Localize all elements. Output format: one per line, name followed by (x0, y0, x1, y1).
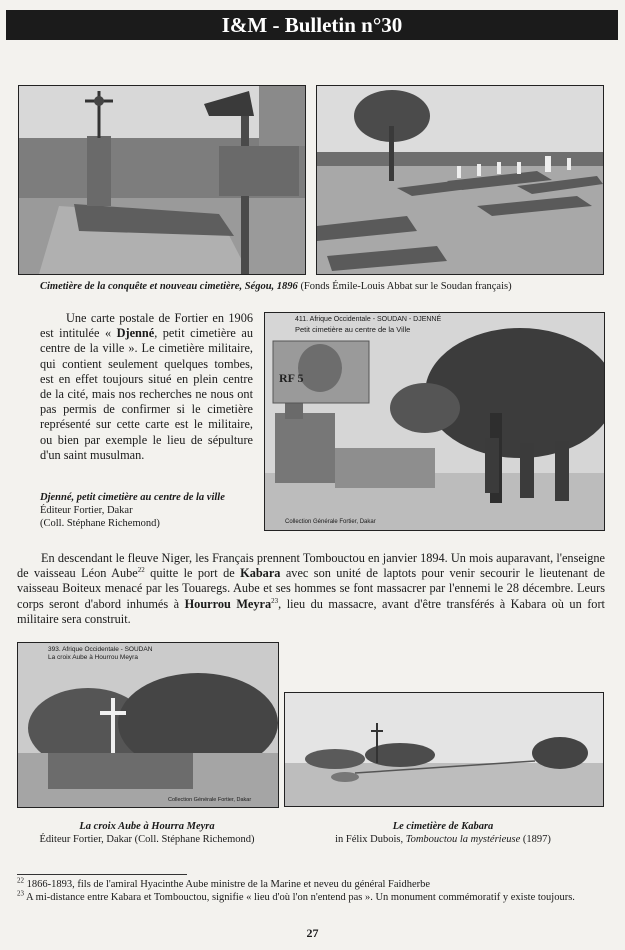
paragraph-kabara-text-4: , lieu du massacre, avant d'être transférés à Kabara où un fort militaire sera construit. (17, 596, 605, 626)
caption-djenne-publisher: Éditeur Fortier, Dakar (40, 505, 133, 516)
postcard-djenne-line1: 411. Afrique Occidentale - SOUDAN - DJENNÉ (295, 316, 442, 323)
postcard-djenne-stamp: RF 5 (279, 371, 304, 385)
caption-djenne-title: Djenné, petit cimetière au centre de la ville (40, 492, 225, 503)
paragraph-kabara-text-1: En descendant le fleuve Niger, les Français prennent Tombouctou en janvier 1894. Un mois auparavant, l'enseigne de vaisseau Léon Aube (17, 551, 605, 581)
footnote-divider (17, 874, 187, 875)
footnotes (17, 876, 607, 904)
caption-segou-title: Cimetière de la conquête et nouveau cimetière, Ségou, 1896 (40, 281, 298, 292)
caption-kabara (284, 820, 602, 846)
footnote-22-number: 22 (17, 876, 24, 885)
photo-kabara-cemetery (284, 692, 604, 807)
caption-djenne-collection: (Coll. Stéphane Richemond) (40, 518, 160, 529)
paragraph-kabara (17, 551, 605, 627)
paragraph-kabara-bold-2: Hourrou Meyra (184, 596, 272, 611)
paragraph-djenne-text-1: Une carte postale de Fortier en 1906 est intitulée « (40, 311, 253, 341)
caption-segou (40, 280, 600, 293)
postcard-djenne-bottom: Collection Générale Fortier, Dakar (285, 519, 376, 525)
paragraph-djenne-text-2: , petit cimetière au centre de la ville ». Le cimetière militaire, qui contient seulement quelques tombes, est en effet toujours situé en plein centre de la cité, mais nos recherches ne nous ont pas permis de confirmer si le cimetière représenté sur cette carte est le militaire, ou bien par exemple le lieu de sépulture d'un saint musulman. (40, 326, 253, 462)
footnote-22-text: 1866-1893, fils de l'amiral Hyacinthe Aube ministre de la Marine et neveu du général Faidherbe (26, 879, 431, 890)
paragraph-kabara-text-3: avec son unité de laptots pour venir secourir le lieutenant de vaisseau Boiteux menacé par les Touaregs. Aube et ses hommes se font massacrer par l'ennemi le 28 décembre. Leurs corps seront d'abord inhumés à (17, 566, 605, 611)
footnote-22 (17, 876, 607, 892)
paragraph-kabara-bold-1: Kabara (240, 566, 281, 581)
footnote-ref-23: 23 (271, 596, 279, 605)
photo-segou-new-cemetery (316, 85, 604, 275)
caption-kabara-source (284, 833, 602, 846)
page-number: 27 (306, 926, 319, 940)
paragraph-djenne (40, 311, 253, 463)
caption-kabara-year: (1897) (520, 834, 551, 845)
postcard-aube-line2: La croix Aube à Hourrou Meyra (48, 654, 138, 661)
caption-kabara-book: Tombouctou la mystérieuse (405, 834, 521, 845)
caption-aube-publisher: Éditeur Fortier, Dakar (Coll. Stéphane Richemond) (39, 834, 255, 845)
header-title: I&M - Bulletin n°30 (221, 13, 403, 37)
caption-kabara-pre: in Félix Dubois, (335, 834, 406, 845)
paragraph-kabara-text-2: quitte le port de (144, 566, 241, 581)
postcard-aube-line1: 393. Afrique Occidentale - SOUDAN (48, 646, 153, 653)
footnote-ref-22: 22 (137, 566, 145, 575)
postcard-djenne-line2: Petit cimetière au centre de la Ville (295, 325, 411, 334)
page-header (6, 10, 618, 40)
caption-kabara-title: Le cimetière de Kabara (392, 821, 494, 832)
caption-aube (17, 820, 277, 846)
postcard-djenne (264, 312, 605, 531)
footnote-23-text: A mi-distance entre Kabara et Tombouctou, signifie « lieu d'où l'on n'entend pas ». Un monument commémoratif y existe toujours. (26, 891, 575, 903)
paragraph-djenne-bold: Djenné (116, 326, 155, 341)
footnote-23 (17, 889, 607, 905)
postcard-aube-cross (17, 642, 279, 808)
footnote-23-number: 23 (17, 889, 24, 897)
photo-segou-old-cemetery (18, 85, 306, 275)
postcard-aube-bottom: Collection Générale Fortier, Dakar (168, 797, 252, 803)
caption-aube-title: La croix Aube à Hourra Meyra (79, 821, 215, 832)
caption-djenne (40, 491, 260, 530)
caption-segou-source: (Fonds Émile-Louis Abbat sur le Soudan français) (300, 281, 512, 292)
